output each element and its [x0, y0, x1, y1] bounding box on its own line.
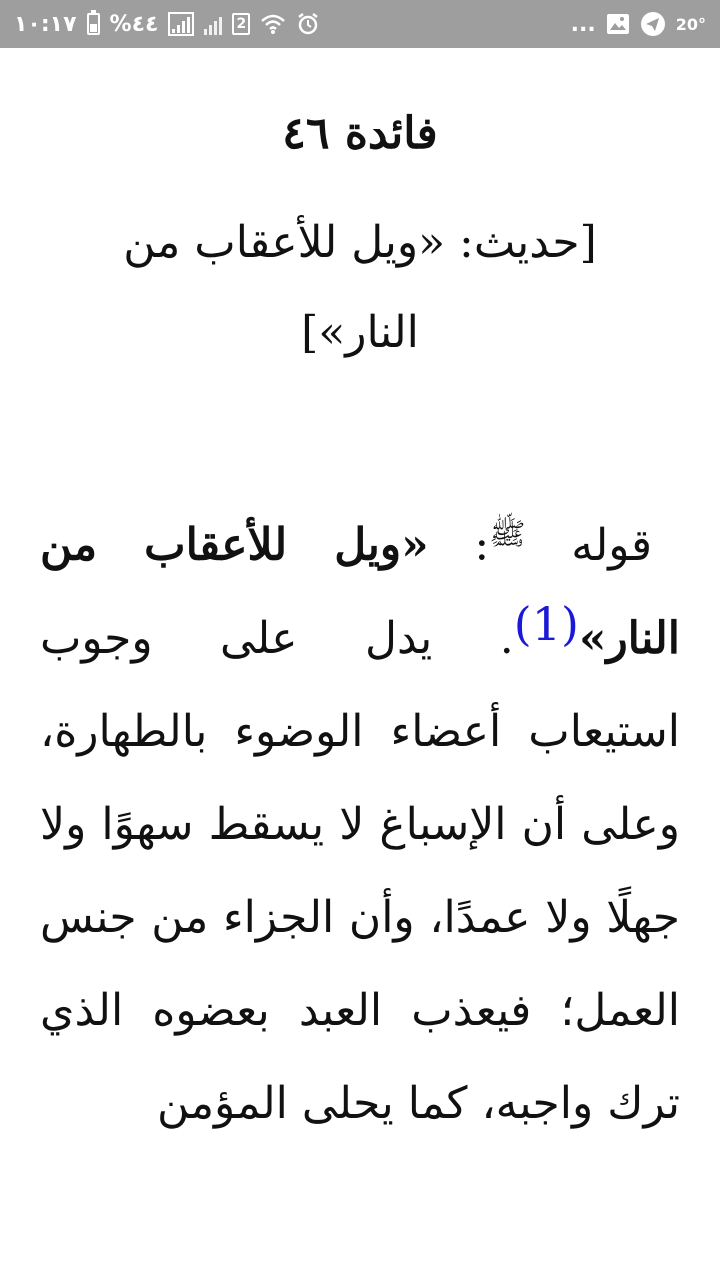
- footnote-link[interactable]: (1): [513, 596, 579, 651]
- temperature-text: 20°: [675, 14, 706, 34]
- sim-icon: 2: [232, 13, 250, 35]
- signal-icon: [168, 12, 194, 36]
- paragraph-body: . يدل على وجوب استيعاب أعضاء الوضوء بالطهارة، وعلى أن الإسباغ لا يسقط سهوًا ولا جهلًا ولا عمدًا، وأن الجزاء من جنس العمل؛ فيعذب العبد بعضوه الذي ترك واجبه، كما يحلى المؤمن: [40, 612, 680, 1129]
- hadith-quote: «ويل للأعقاب من النار»: [40, 519, 680, 664]
- page-title: فائدة ٤٦: [282, 108, 438, 159]
- image-icon: [606, 13, 630, 35]
- signal-secondary-icon: [204, 13, 222, 35]
- battery-percent: %٤٤: [109, 11, 159, 37]
- honorific-glyph: ﷺ: [489, 517, 526, 552]
- battery-icon: [87, 13, 100, 35]
- alarm-icon: [296, 12, 320, 36]
- paragraph-colon: :: [474, 519, 490, 571]
- status-left: [14, 12, 320, 37]
- notification-overflow: ...: [570, 11, 596, 37]
- paragraph-intro: قوله: [571, 519, 652, 571]
- reader-content[interactable]: [0, 48, 720, 1280]
- page-subtitle: [حديث: «ويل للأعقاب من النار»]: [123, 217, 597, 358]
- telegram-icon: [640, 11, 666, 37]
- status-bar: [0, 0, 720, 48]
- wifi-icon: [260, 13, 286, 35]
- body-paragraph: [40, 488, 680, 1150]
- status-right: [571, 11, 706, 37]
- clock-text: ١٠:١٧: [14, 11, 77, 37]
